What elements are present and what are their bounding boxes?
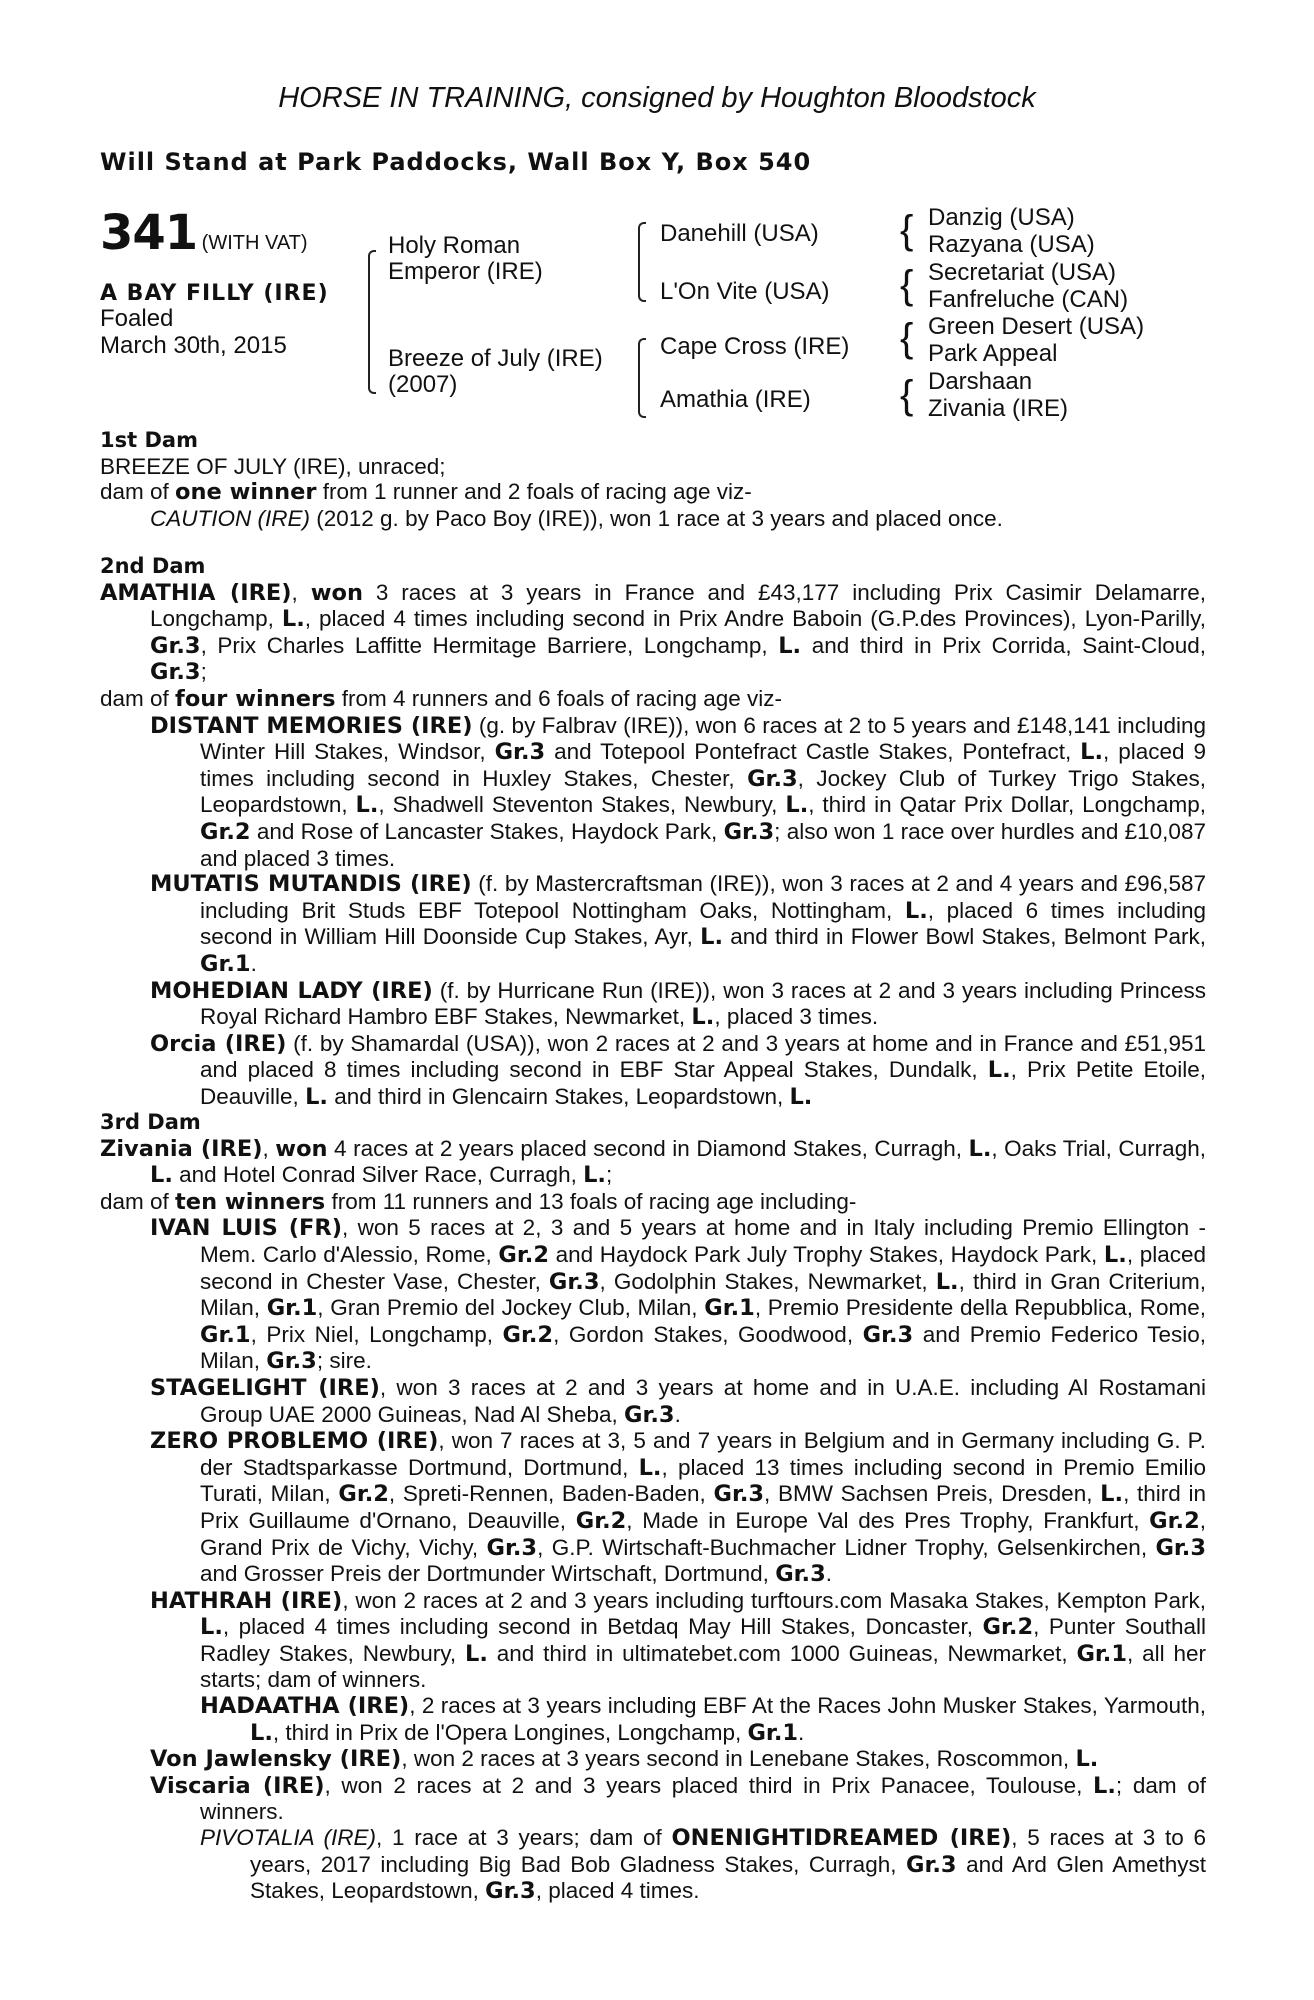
- pedigree-ssd: Razyana (USA): [928, 231, 1095, 258]
- pedigree-dss: Green Desert (USA): [928, 313, 1145, 340]
- progeny-entry: Viscaria (IRE), won 2 races at 2 and 3 years placed third in Prix Panacee, Toulouse, L.; dam of winners.: [150, 1772, 1207, 1825]
- third-dam-record: Zivania (IRE), won 4 races at 2 years placed second in Diamond Stakes, Curragh, L., Oaks Trial, Curragh, L. and Hotel Conrad Silver Race, Curragh, L.;: [100, 1135, 1206, 1189]
- catalogue-subtitle: HORSE IN TRAINING, consigned by Houghton Bloodstock: [278, 82, 1036, 114]
- pedigree-dds: Darshaan: [928, 368, 1033, 395]
- grand-progeny-entry: HADAATHA (IRE), 2 races at 3 years including EBF At the Races John Musker Stakes, Yarmouth, L., third in Prix de l'Opera Longines, Longchamp, Gr.1.: [200, 1693, 1206, 1746]
- pedigree-ds: Cape Cross (IRE): [660, 333, 850, 360]
- pedigree-dd: Amathia (IRE): [660, 386, 811, 413]
- pedigree-ddd: Zivania (IRE): [928, 395, 1069, 422]
- progeny-entry: STAGELIGHT (IRE), won 3 races at 2 and 3 years at home and in U.A.E. including Al Rostamani Group UAE 2000 Guineas, Nad Al Sheba, Gr.3.: [150, 1374, 1206, 1428]
- lot-number: 341: [100, 205, 198, 261]
- foaled-label: Foaled: [100, 305, 174, 332]
- second-dam-produce: dam of four winners from 4 runners and 6 foals of racing age viz-: [100, 685, 783, 712]
- pedigree-sd: L'On Vite (USA): [660, 278, 830, 305]
- progeny-entry: MOHEDIAN LADY (IRE) (f. by Hurricane Run (IRE)), won 3 races at 2 and 3 years including Princess Royal Richard Hambro EBF Stakes, Newmarket, L., placed 3 times.: [150, 977, 1206, 1031]
- horse-name: A BAY FILLY (IRE): [100, 281, 329, 306]
- pedigree-ss: Danehill (USA): [660, 220, 819, 247]
- pedigree-dsd: Park Appeal: [928, 340, 1058, 367]
- second-dam-section: [100, 554, 1206, 1110]
- third-dam-produce: dam of ten winners from 11 runners and 13 foals of racing age including-: [100, 1188, 857, 1215]
- progeny-entry: Von Jawlensky (IRE), won 2 races at 3 years second in Lenebane Stakes, Roscommon, L.: [150, 1746, 1099, 1773]
- brace-glyph: {: [900, 208, 914, 252]
- pedigree-sire: Holy Roman Emperor (IRE): [388, 232, 543, 285]
- foaled-date: March 30th, 2015: [100, 332, 287, 359]
- second-dam-heading: 2nd Dam: [100, 554, 206, 578]
- stand-location: Will Stand at Park Paddocks, Wall Box Y, Box 540: [100, 148, 812, 176]
- first-dam-line: BREEZE OF JULY (IRE), unraced;: [100, 453, 446, 479]
- pedigree-dam: Breeze of July (IRE) (2007): [388, 345, 603, 398]
- lot-number-line: [100, 205, 308, 261]
- progeny-entry: Orcia (IRE) (f. by Shamardal (USA)), won 2 races at 2 and 3 years at home and in France and £51,951 and placed 8 times including second in EBF Star Appeal Stakes, Dundalk, L., Prix Petite Etoile, Deauville, L. and third in Glencairn Stakes, Leopardstown, L.: [150, 1030, 1206, 1110]
- third-dam-section: [100, 1110, 1206, 1905]
- progeny-entry: ZERO PROBLEMO (IRE), won 7 races at 3, 5 and 7 years in Belgium and in Germany including G. P. der Stadtsparkasse Dortmund, Dortmund, L., placed 13 times including second in Premio Emilio Turati, Milan, Gr.2, Spreti-Rennen, Baden-Baden, Gr.3, BMW Sachsen Preis, Dresden, L., third in Prix Guillaume d'Ornano, Deauville, Gr.2, Made in Europe Val des Pres Trophy, Frankfurt, Gr.2, Grand Prix de Vichy, Vichy, Gr.3, G.P. Wirtschaft-Buchmacher Lidner Trophy, Gelsenkirchen, Gr.3 and Grosser Preis der Dortmunder Wirtschaft, Dortmund, Gr.3.: [150, 1428, 1206, 1588]
- grand-progeny-entry: PIVOTALIA (IRE), 1 race at 3 years; dam of ONENIGHTIDREAMED (IRE), 5 races at 3 to 6 years, 2017 including Big Bad Bob Gladness Stakes, Curragh, Gr.3 and Ard Glen Amethyst Stakes, Leopardstown, Gr.3, placed 4 times.: [200, 1825, 1206, 1905]
- progeny-entry: IVAN LUIS (FR), won 5 races at 2, 3 and 5 years at home and in Italy including Premio Ellington - Mem. Carlo d'Alessio, Rome, Gr.2 and Haydock Park July Trophy Stakes, Haydock Park, L., placed second in Chester Vase, Chester, Gr.3, Godolphin Stakes, Newmarket, L., third in Gran Criterium, Milan, Gr.1, Gran Premio del Jockey Club, Milan, Gr.1, Premio Presidente della Repubblica, Rome, Gr.1, Prix Niel, Longchamp, Gr.2, Gordon Stakes, Goodwood, Gr.3 and Premio Federico Tesio, Milan, Gr.3; sire.: [150, 1215, 1207, 1375]
- first-dam-produce: dam of one winner from 1 runner and 2 foals of racing age viz-: [100, 479, 752, 506]
- brace-glyph: {: [900, 316, 914, 360]
- sire-dam-brace: [368, 250, 376, 394]
- progeny-entry: MUTATIS MUTANDIS (IRE) (f. by Mastercraftsman (IRE)), won 3 races at 2 and 4 years and £96,587 including Brit Studs EBF Totepool Nottingham Oaks, Nottingham, L., placed 6 times including second in William Hill Doonside Cup Stakes, Ayr, L. and third in Flower Bowl Stakes, Belmont Park, Gr.1.: [150, 871, 1206, 977]
- first-dam-progeny: CAUTION (IRE) (2012 g. by Paco Boy (IRE)), won 1 race at 3 years and placed once.: [150, 505, 1003, 531]
- first-dam-heading: 1st Dam: [100, 428, 198, 452]
- sire-line-brace: [638, 222, 646, 302]
- progeny-entry: HATHRAH (IRE), won 2 races at 2 and 3 years including turftours.com Masaka Stakes, Kempton Park, L., placed 4 times including second in Betdaq May Hill Stakes, Doncaster, Gr.2, Punter Southall Radley Stakes, Newbury, L. and third in ultimatebet.com 1000 Guineas, Newmarket, Gr.1, all her starts; dam of winners.: [150, 1587, 1207, 1693]
- second-dam-record: AMATHIA (IRE), won 3 races at 3 years in France and £43,177 including Prix Casimir Delamarre, Longchamp, L., placed 4 times including second in Prix Andre Baboin (G.P.des Provinces), Lyon-Parilly, Gr.3, Prix Charles Laffitte Hermitage Barriere, Longchamp, L. and third in Prix Corrida, Saint-Cloud, Gr.3;: [100, 579, 1207, 686]
- third-dam-heading: 3rd Dam: [100, 1110, 201, 1134]
- first-dam-section: [100, 428, 1206, 531]
- brace-glyph: {: [900, 373, 914, 417]
- pedigree-sds: Secretariat (USA): [928, 259, 1117, 286]
- pedigree-sss: Danzig (USA): [928, 204, 1075, 231]
- vat-label: (WITH VAT): [201, 232, 308, 254]
- dam-line-brace: [638, 338, 646, 418]
- pedigree-sdd: Fanfreluche (CAN): [928, 286, 1129, 313]
- brace-glyph: {: [900, 263, 914, 307]
- progeny-entry: DISTANT MEMORIES (IRE) (g. by Falbrav (IRE)), won 6 races at 2 to 5 years and £148,141 including Winter Hill Stakes, Windsor, Gr.3 and Totepool Pontefract Castle Stakes, Pontefract, L., placed 9 times including second in Huxley Stakes, Chester, Gr.3, Jockey Club of Turkey Trigo Stakes, Leopardstown, L., Shadwell Steventon Stakes, Newbury, L., third in Qatar Prix Dollar, Longchamp, Gr.2 and Rose of Lancaster Stakes, Haydock Park, Gr.3; also won 1 race over hurdles and £10,087 and placed 3 times.: [150, 712, 1207, 871]
